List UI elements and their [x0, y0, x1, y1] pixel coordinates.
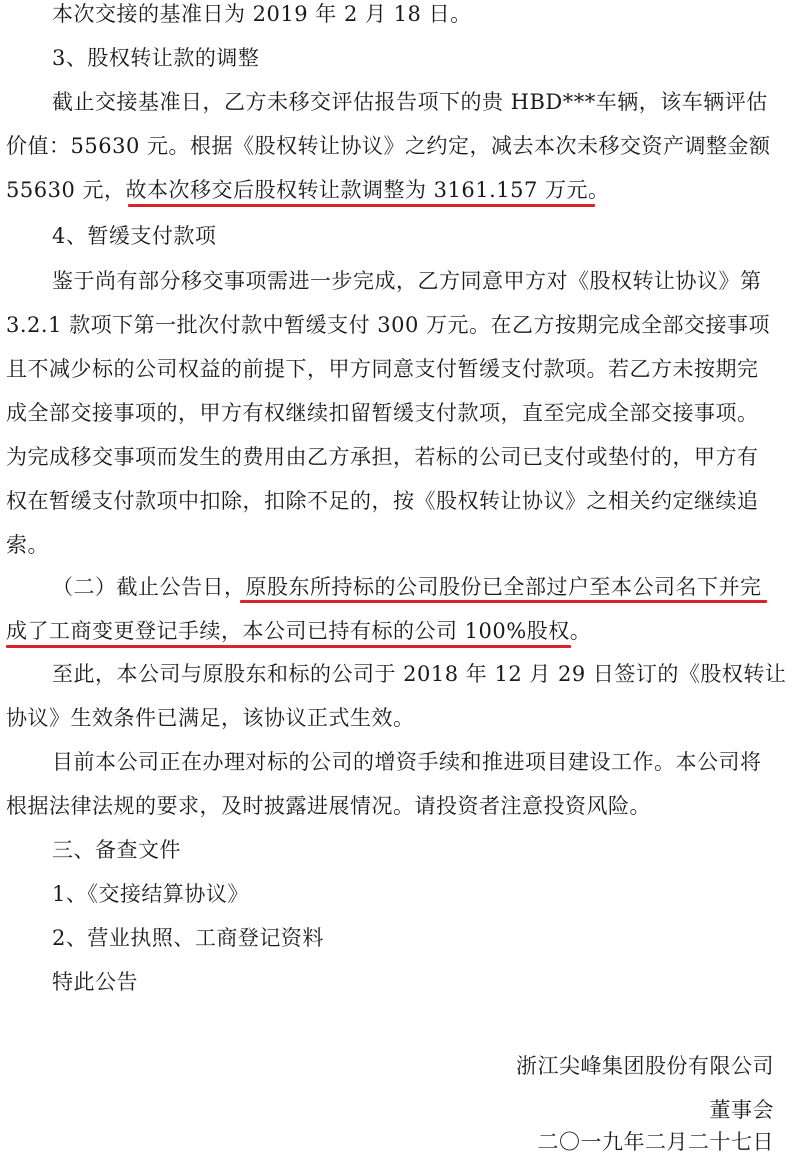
text-line: 至此，本公司与原股东和标的公司于 2018 年 12 月 29 日签订的《股权转让: [52, 662, 787, 686]
text-line: （二）截止公告日，原股东所持标的公司股份已全部过户至本公司名下并完: [52, 575, 762, 599]
list-item: 1、《交接结算协议》: [52, 882, 249, 906]
red-underline: [128, 204, 595, 207]
red-underline: [240, 600, 767, 603]
text-line: 55630 元，故本次移交后股权转让款调整为 3161.157 万元。: [6, 178, 610, 202]
text-line: 目前本公司正在办理对标的公司的增资手续和推进项目建设工作。本公司将: [52, 750, 762, 774]
text-line: 截止交接基准日，乙方未移交评估报告项下的贵 HBD***车辆，该车辆评估: [52, 90, 768, 114]
closing-text: 特此公告: [52, 970, 138, 994]
text-line: 价值：55630 元。根据《股权转让协议》之约定，减去本次未移交资产调整金额: [6, 134, 771, 158]
text-line: 协议》生效条件已满足，该协议正式生效。: [6, 706, 415, 730]
text-line: 索。: [6, 533, 49, 557]
text-line: 为完成移交事项而发生的费用由乙方承担，若标的公司已支付或垫付的，甲方有: [6, 445, 759, 469]
text-line: 成全部交接事项的，甲方有权继续扣留暂缓支付款项，直至完成全部交接事项。: [6, 401, 759, 425]
text-line: 本次交接的基准日为 2019 年 2 月 18 日。: [52, 2, 472, 26]
text-line: 根据法律法规的要求，及时披露进展情况。请投资者注意投资风险。: [6, 794, 651, 818]
text-line: 3.2.1 款项下第一批次付款中暂缓支付 300 万元。在乙方按期完成全部交接事项: [6, 313, 771, 337]
signature-date: 二〇一九年二月二十七日: [537, 1130, 774, 1154]
text-line: 权在暂缓支付款项中扣除，扣除不足的，按《股权转让协议》之相关约定继续追: [6, 489, 759, 513]
red-underline: [6, 645, 571, 648]
signature-company: 浙江尖峰集团股份有限公司: [516, 1054, 774, 1078]
text-line: 鉴于尚有部分移交事项需进一步完成，乙方同意甲方对《股权转让协议》第: [52, 269, 762, 293]
section-heading: 3、股权转让款的调整: [52, 46, 260, 70]
list-item: 2、营业执照、工商登记资料: [52, 926, 324, 950]
section-heading: 4、暂缓支付款项: [52, 224, 217, 248]
signature-board: 董事会: [709, 1098, 774, 1122]
text-line: 且不减少标的公司权益的前提下，甲方同意支付暂缓支付款项。若乙方未按期完: [6, 357, 759, 381]
text-line: 成了工商变更登记手续，本公司已持有标的公司 100%股权。: [6, 619, 592, 643]
section-heading: 三、备查文件: [52, 838, 181, 862]
